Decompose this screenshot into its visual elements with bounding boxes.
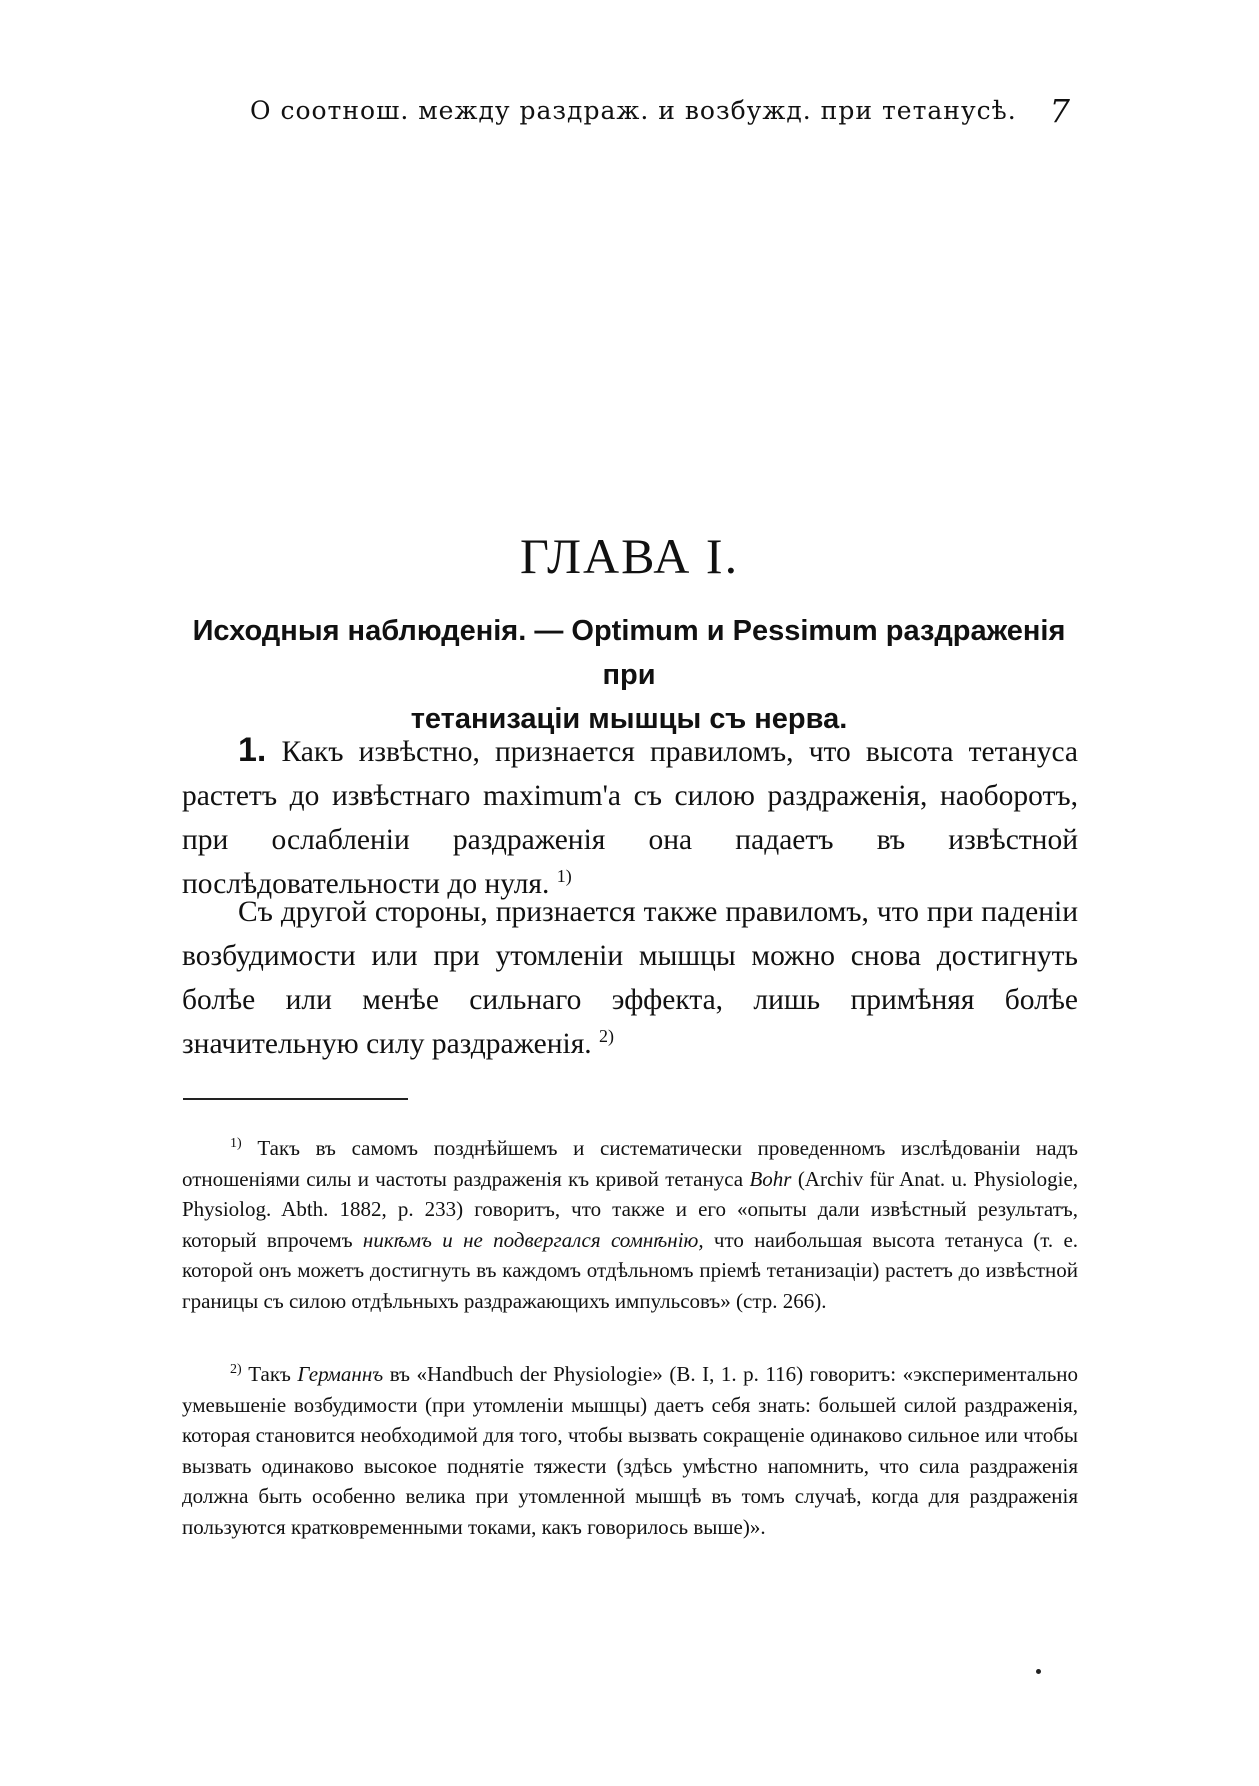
chapter-title: ГЛАВА I. xyxy=(519,528,740,584)
footnote-ref-1: 1) xyxy=(556,866,572,887)
paragraph-2 xyxy=(182,890,1078,1066)
footnote-2-marker: 2) xyxy=(230,1362,242,1377)
page-number: 7 xyxy=(1049,92,1070,130)
print-speck xyxy=(1036,1669,1041,1674)
footnote-2-part1: Такъ xyxy=(248,1362,291,1386)
footnote-1-emphasis: никѣмъ и не подвергался сомнѣнію, xyxy=(362,1227,704,1252)
footnote-2-author: Германнъ xyxy=(297,1362,384,1386)
chapter-subtitle-line-2: тетанизаціи мышцы съ нерва. xyxy=(410,703,848,735)
running-title: О соотнош. между раздраж. и возбужд. при тетанусѣ. xyxy=(250,96,1017,125)
footnote-ref-2: 2) xyxy=(599,1026,615,1047)
paragraph-2-text: Съ другой стороны, признается также правиломъ, что при паденіи возбудимости или при утомленіи мышцы можно снова достигнуть болѣе или менѣе сильнаго эффекта, лишь примѣняя болѣе значительную силу раздраженія. xyxy=(182,896,1078,1060)
footnote-1 xyxy=(182,1133,1078,1316)
footnote-2 xyxy=(182,1359,1078,1542)
footnote-1-part2: (Archiv für Anat. u. Physiologie, Physiolog. Abth. 1882, p. 233) говоритъ, что также и его «опыты дали извѣстный результатъ, который впрочемъ xyxy=(182,1166,1079,1252)
footnote-1-part1: Такъ въ самомъ позднѣйшемъ и систематически проведенномъ изслѣдованіи надъ отношеніями силы и частоты раздраженія къ кривой тетануса xyxy=(182,1136,1079,1191)
paragraph-number: 1. xyxy=(238,731,267,769)
chapter-subtitle-line-1: Исходныя наблюденія. — Optimum и Pessimum раздраженія при xyxy=(192,615,1066,691)
footnote-divider xyxy=(183,1098,408,1100)
footnote-2-part2: въ «Handbuch der Physiologie» (B. I, 1. p. 116) говоритъ: «экспериментально умевьшеніе возбудимости (при утомленіи мышцы) даетъ себя знать: большей силой раздраженія, которая становится необходимой для того, чтобы вызвать сокращеніе одинаково сильное или чтобы вызвать одинаково высокое поднятіе тяжести (здѣсь умѣстно напомнить, что сила раздраженія должна быть особенно велика при утомленной мышцѣ въ томъ случаѣ, когда для раздраженія пользуются кратковременными токами, какъ говорилось выше)». xyxy=(182,1362,1079,1539)
paragraph-1 xyxy=(182,728,1078,906)
running-header xyxy=(250,92,1070,136)
paragraph-1-text: Какъ извѣстно, признается правиломъ, что высота тетануса растетъ до извѣстнаго maximum'а съ силою раздраженія, наоборотъ, при ослабленіи раздраженія она падаетъ въ извѣстной послѣдовательности до нуля. xyxy=(182,736,1079,900)
footnote-1-author: Bohr xyxy=(749,1166,792,1191)
chapter-subtitle xyxy=(180,609,1078,741)
footnote-1-marker: 1) xyxy=(230,1136,242,1151)
footnote-1-part3: что наибольшая высота тетануса (т. е. которой онъ можетъ достигнуть въ каждомъ отдѣльномъ пріемѣ тетанизаціи) растетъ до извѣстной границы съ силою отдѣльныхъ раздражающихъ импульсовъ» (стр. 266). xyxy=(182,1227,1079,1313)
